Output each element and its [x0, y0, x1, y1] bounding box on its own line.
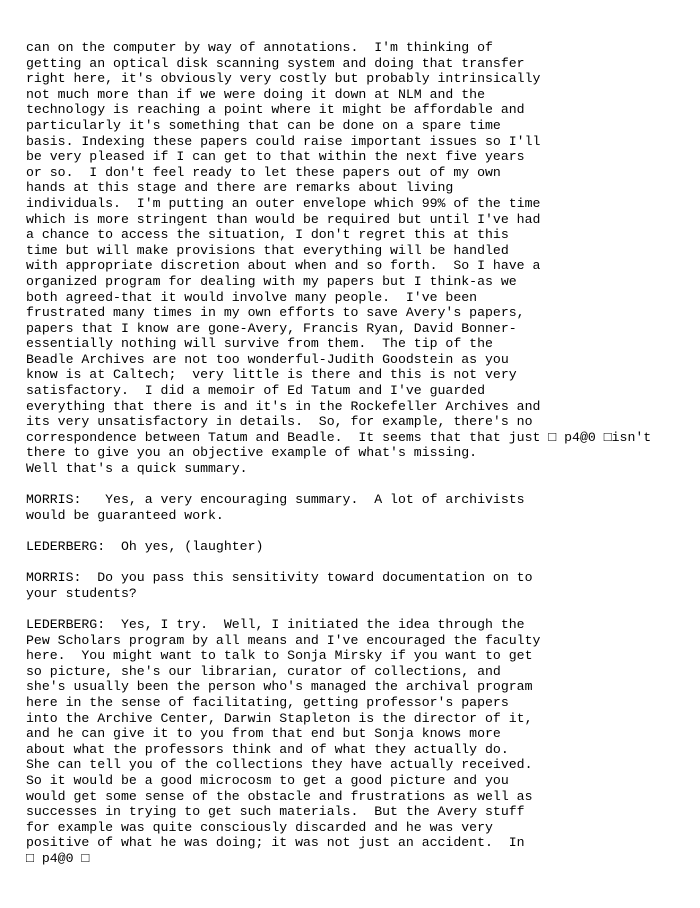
text-line: organized program for dealing with my papers but I think-as we — [26, 273, 517, 289]
text-line: individuals. I'm putting an outer envelope which 99% of the time — [26, 195, 541, 211]
paragraph-morris-summary — [26, 492, 700, 523]
text-line: frustrated many times in my own efforts to save Avery's papers, — [26, 305, 525, 321]
text-line: into the Archive Center, Darwin Stapleton is the director of it, — [26, 710, 533, 726]
text-line: MORRIS: Yes, a very encouraging summary. A lot of archivists — [26, 492, 525, 508]
text-line: Pew Scholars program by all means and I've encouraged the faculty — [26, 632, 541, 648]
text-line: or so. I don't feel ready to let these papers out of my own — [26, 164, 501, 180]
text-line: MORRIS: Do you pass this sensitivity toward documentation on to — [26, 570, 533, 586]
paragraph-morris-question — [26, 570, 700, 601]
text-line: would get some sense of the obstacle and frustrations as well as — [26, 788, 533, 804]
paragraph-continued-narrative — [26, 40, 700, 477]
text-line: and he can give it to you from that end but Sonja knows more — [26, 726, 501, 742]
text-line: satisfactory. I did a memoir of Ed Tatum and I've guarded — [26, 383, 485, 399]
text-line: here in the sense of facilitating, getting professor's papers — [26, 694, 509, 710]
text-line: everything that there is and it's in the Rockefeller Archives and — [26, 398, 541, 414]
text-line: So it would be a good microcosm to get a good picture and you — [26, 772, 509, 788]
text-line: essentially nothing will survive from them. The tip of the — [26, 336, 493, 352]
text-line: particularly it's something that can be done on a spare time — [26, 117, 501, 133]
text-line: right here, it's obviously very costly but probably intrinsically — [26, 71, 541, 87]
text-line: she's usually been the person who's managed the archival program — [26, 679, 533, 695]
text-line: here. You might want to talk to Sonja Mirsky if you want to get — [26, 648, 533, 664]
text-line: know is at Caltech; very little is there and this is not very — [26, 367, 517, 383]
text-line: positive of what he was doing; it was not just an accident. In — [26, 835, 525, 851]
text-line: LEDERBERG: Oh yes, (laughter) — [26, 539, 264, 554]
text-line: successes in trying to get such materials. But the Avery stuff — [26, 804, 525, 820]
text-line: not much more than if we were doing it down at NLM and the — [26, 86, 485, 102]
text-line: be very pleased if I can get to that within the next five years — [26, 149, 525, 165]
paragraph-gap — [26, 555, 700, 571]
text-line: there to give you an objective example of what's missing. — [26, 445, 478, 461]
text-line: a chance to access the situation, I don't regret this at this — [26, 227, 509, 243]
text-line: so picture, she's our librarian, curator of collections, and — [26, 663, 501, 679]
text-line: both agreed-that it would involve many people. I've been — [26, 289, 478, 305]
paragraph-gap — [26, 477, 700, 493]
paragraph-gap — [26, 523, 700, 539]
text-line: Beadle Archives are not too wonderful-Judith Goodstein as you — [26, 351, 509, 367]
text-line: its very unsatisfactory in details. So, for example, there's no — [26, 414, 533, 430]
paragraph-lederberg-answer — [26, 617, 700, 867]
text-line: □ p4@0 □ — [26, 850, 90, 866]
text-line: LEDERBERG: Yes, I try. Well, I initiated the idea through the — [26, 616, 525, 632]
text-line: which is more stringent than would be required but until I've had — [26, 211, 541, 227]
text-line: getting an optical disk scanning system and doing that transfer — [26, 55, 525, 71]
text-line: with appropriate discretion about when and so forth. So I have a — [26, 258, 541, 274]
text-line: basis. Indexing these papers could raise important issues so I'll — [26, 133, 541, 149]
text-line: time but will make provisions that everything will be handled — [26, 242, 509, 258]
text-line: technology is reaching a point where it might be affordable and — [26, 102, 525, 118]
text-line: papers that I know are gone-Avery, Francis Ryan, David Bonner- — [26, 320, 517, 336]
paragraph-lederberg-laughter — [26, 539, 700, 555]
text-line: about what the professors think and of what they actually do. — [26, 741, 509, 757]
text-line: your students? — [26, 585, 137, 601]
text-line: hands at this stage and there are remarks about living — [26, 180, 454, 196]
text-line: for example was quite consciously discarded and he was very — [26, 819, 493, 835]
text-line: correspondence between Tatum and Beadle. It seems that that just □ p4@0 □isn't — [26, 429, 652, 445]
text-line: would be guaranteed work. — [26, 507, 224, 523]
text-line: She can tell you of the collections they have actually received. — [26, 757, 533, 773]
text-line: Well that's a quick summary. — [26, 461, 248, 477]
paragraph-gap — [26, 601, 700, 617]
text-line: can on the computer by way of annotations. I'm thinking of — [26, 40, 493, 55]
transcript-page — [26, 40, 700, 866]
